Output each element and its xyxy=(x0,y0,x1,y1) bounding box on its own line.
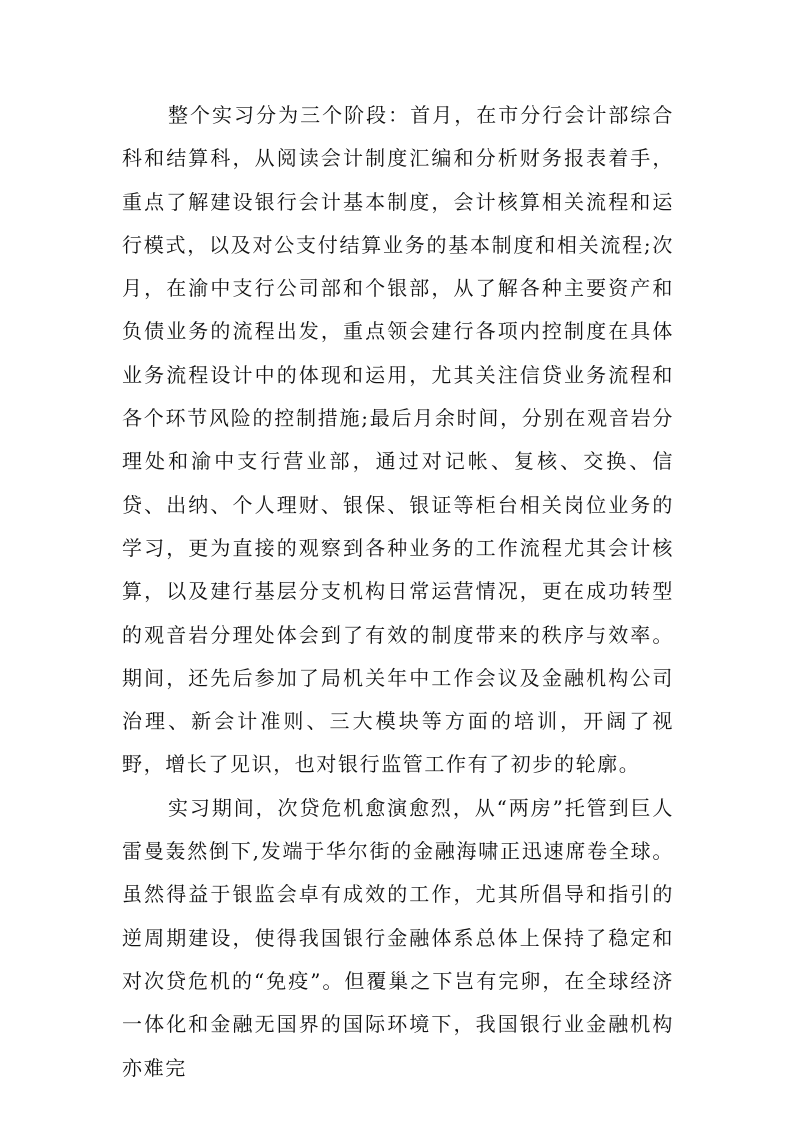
body-text xyxy=(122,94,674,1090)
paragraph-subprime-crisis: 实习期间，次贷危机愈演愈烈，从“两房”托管到巨人雷曼轰然倒下,发端于华尔街的金融海啸正迅速席卷全球。虽然得益于银监会卓有成效的工作，尤其所倡导和指引的逆周期建设，使得我国银行金融体系总体上保持了稳定和对次贷危机的“免疫”。但覆巢之下岂有完卵，在全球经济一体化和金融无国界的国际环境下，我国银行业金融机构亦难完 xyxy=(122,795,674,1080)
paragraph-internship-stages: 整个实习分为三个阶段：首月，在市分行会计部综合科和结算科，从阅读会计制度汇编和分析财务报表着手，重点了解建设银行会计基本制度，会计核算相关流程和运行模式，以及对公支付结算业务的基本制度和相关流程;次月，在渝中支行公司部和个银部，从了解各种主要资产和负债业务的流程出发，重点领会建行各项内控制度在具体业务流程设计中的体现和运用，尤其关注信贷业务流程和各个环节风险的控制措施;最后月余时间，分别在观音岩分理处和渝中支行营业部，通过对记帐、复核、交换、信贷、出纳、个人理财、银保、银证等柜台相关岗位业务的学习，更为直接的观察到各种业务的工作流程尤其会计核算，以及建行基层分支机构日常运营情况，更在成功转型的观音岩分理处体会到了有效的制度带来的秩序与效率。期间，还先后参加了局机关年中工作会议及金融机构公司治理、新会计准则、三大模块等方面的培训，开阔了视野，增长了见识，也对银行监管工作有了初步的轮廓。 xyxy=(122,103,674,777)
